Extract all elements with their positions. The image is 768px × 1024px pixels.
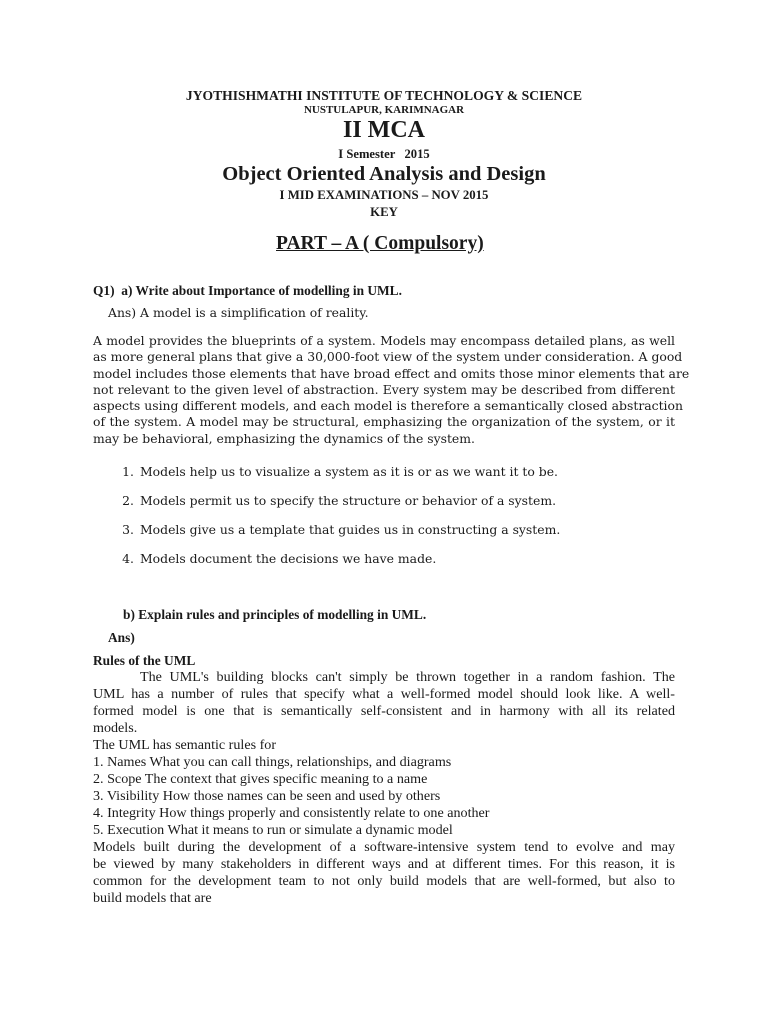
list-item: Models permit us to specify the structure or behavior of a system. [140, 493, 557, 508]
paragraph-line: of the system. A model may be structural, emphasizing the organization of the system, or it [93, 414, 675, 430]
institute-name: JYOTHISHMATHI INSTITUTE OF TECHNOLOGY & SCIENCE [185, 88, 583, 103]
semantic-rule: 3. Visibility How those names can be seen and used by others [93, 788, 441, 804]
paragraph-line: Models built during the development of a software-intensive system tend to evolve and may [93, 839, 675, 855]
closing-paragraph [93, 839, 675, 907]
paragraph-line: as more general plans that give a 30,000-foot view of the system under consideration. A good [93, 349, 683, 365]
list-item: Models document the decisions we have made. [140, 551, 437, 566]
question-1a: Q1) a) Write about Importance of modelling in UML. [93, 283, 402, 298]
paragraph-line: model includes those elements that have broad effect and omits those minor elements that are [93, 365, 690, 381]
list-number: 3. [122, 522, 134, 537]
list-number: 2. [122, 493, 134, 508]
paragraph-line: formed model is one that is semantically self-consistent and in harmony with all its related [93, 703, 675, 719]
semantic-rule: 2. Scope The context that gives specific meaning to a name [93, 771, 428, 787]
paragraph-line: A model provides the blueprints of a system. Models may encompass detailed plans, as well [93, 333, 675, 348]
list-number: 4. [122, 551, 134, 566]
question-1b: b) Explain rules and principles of modelling in UML. [123, 607, 427, 622]
exam-label: I MID EXAMINATIONS – NOV 2015 [279, 188, 489, 202]
paragraph-line: not relevant to the given level of abstraction. Every system may be described from different [93, 381, 675, 397]
semantic-rule: 4. Integrity How things properly and consistently relate to one another [93, 805, 490, 821]
paragraph-line: aspects using different models, and each model is therefore a semantically closed abstraction [93, 398, 683, 414]
paragraph-line: models. [93, 720, 138, 736]
semantic-rule: 5. Execution What it means to run or simulate a dynamic model [93, 822, 453, 838]
paragraph-line: common for the development team to not only build models that are well-formed, but also to [93, 873, 675, 889]
list-item: Models help us to visualize a system as it is or as we want it to be. [140, 464, 558, 479]
semantic-rules-intro: The UML has semantic rules for [93, 737, 277, 753]
list-item: Models give us a template that guides us in constructing a system. [140, 522, 561, 537]
list-number: 1. [122, 464, 134, 479]
answer-1a-intro: Ans) A model is a simplification of reality. [108, 305, 369, 320]
paragraph-line: UML has a number of rules that specify what a well-formed model should look like. A well- [93, 686, 675, 702]
paragraph-line: be viewed by many stakeholders in different ways and at different times. For this reason, it is [93, 856, 675, 872]
part-a-heading: PART – A ( Compulsory) [276, 233, 484, 254]
paragraph-line: may be behavioral, emphasizing the dynamics of the system. [93, 430, 475, 446]
rules-paragraph [93, 669, 675, 737]
semantic-rule: 1. Names What you can call things, relationships, and diagrams [93, 754, 452, 770]
rules-heading: Rules of the UML [93, 653, 196, 668]
course-title: II MCA [343, 117, 425, 143]
answer-1b-label: Ans) [108, 630, 135, 645]
semester-label: I Semester 2015 [338, 147, 430, 161]
institute-location: NUSTULAPUR, KARIMNAGAR [303, 104, 465, 116]
subject-title: Object Oriented Analysis and Design [222, 163, 546, 185]
paragraph-line: build models that are [93, 890, 212, 906]
paragraph-line: The UML's building blocks can't simply be thrown together in a random fashion. The [140, 669, 675, 685]
key-label: KEY [370, 205, 398, 219]
answer-1a-paragraph [93, 333, 690, 447]
